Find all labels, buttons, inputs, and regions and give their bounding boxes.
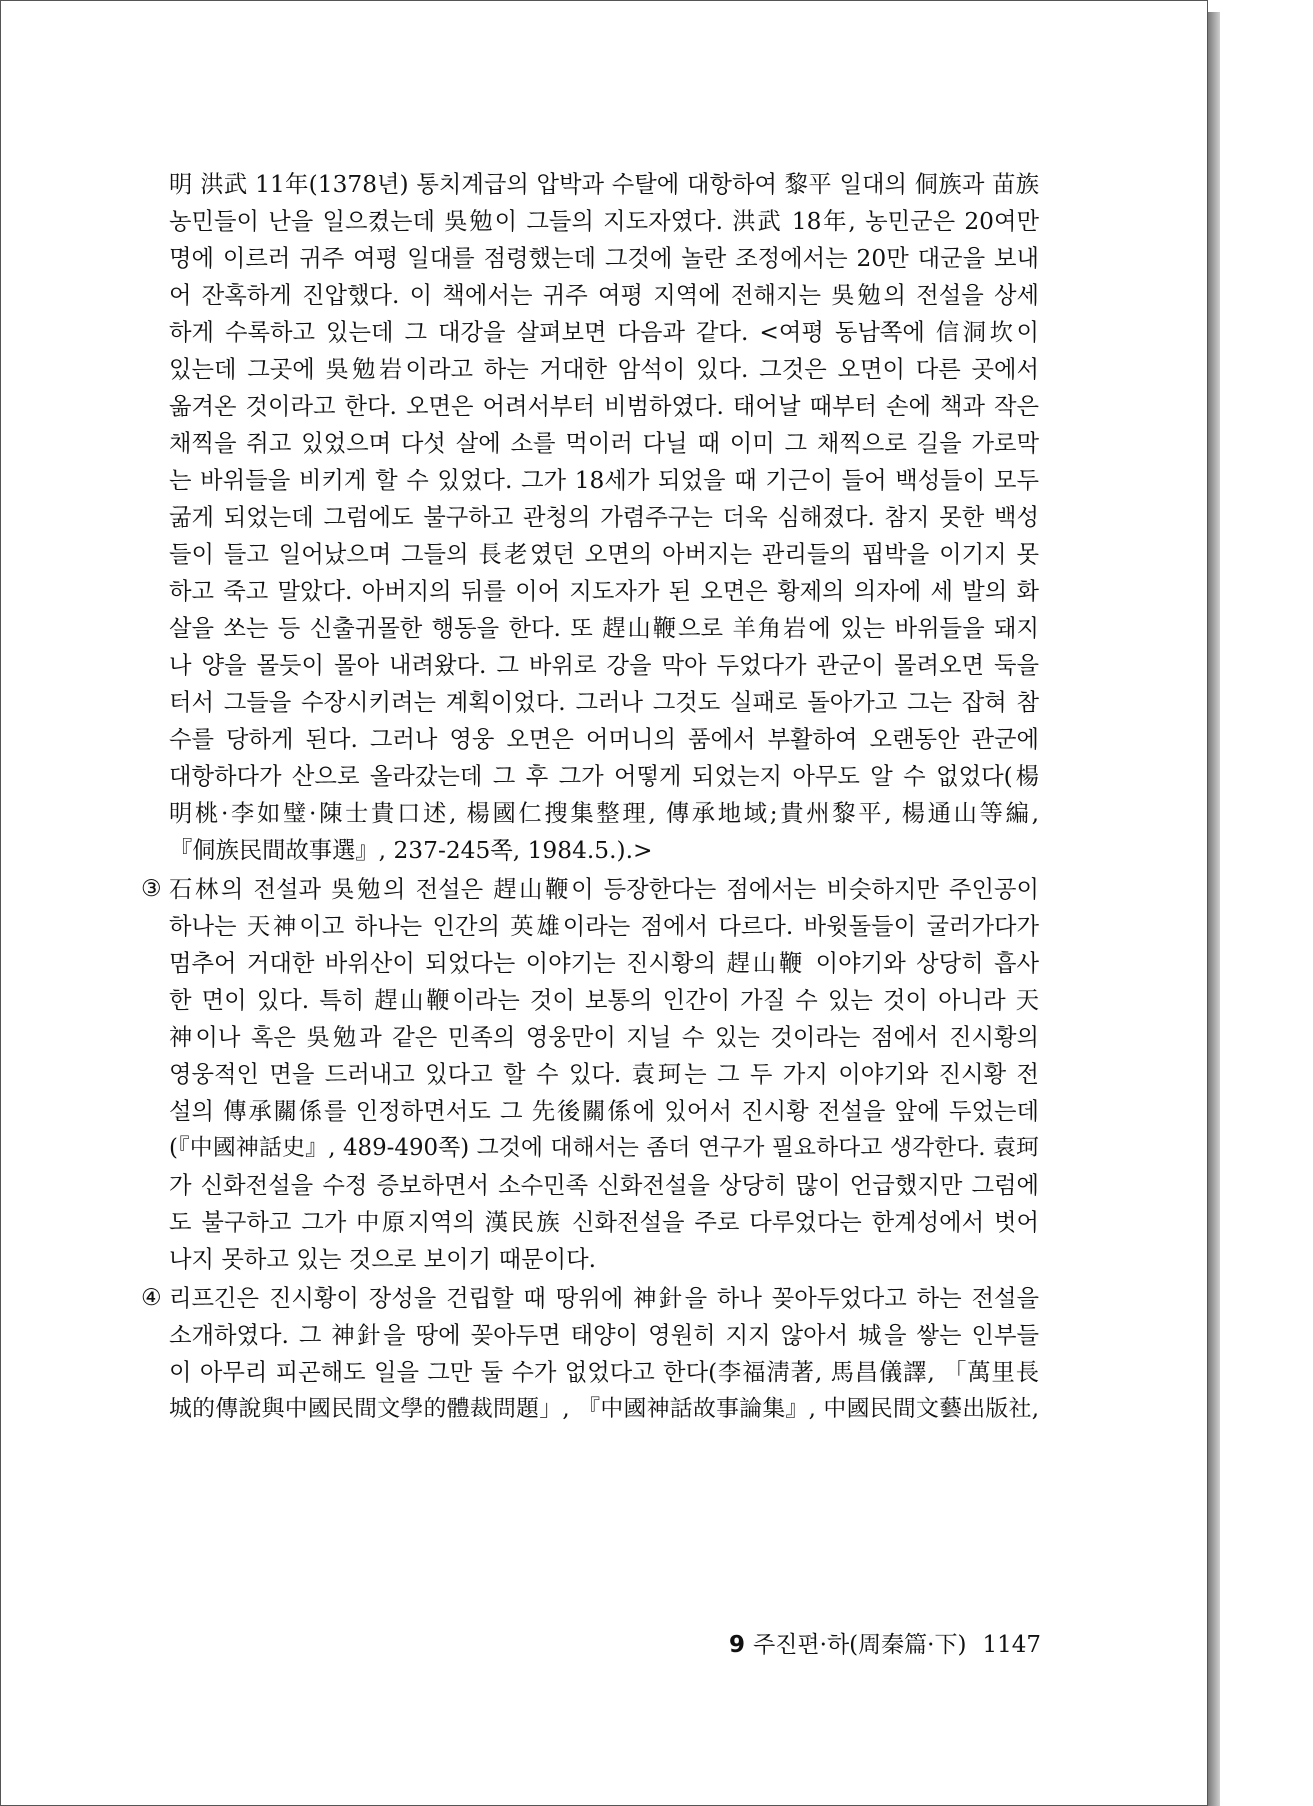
text-line: 터서 그들을 수장시키려는 계획이었다. 그러나 그것도 실패로 돌아가고 그는 잡혀 참 bbox=[169, 689, 1039, 716]
list-item-4 bbox=[141, 1280, 1039, 1428]
body-text bbox=[141, 166, 1039, 1428]
text-line: 『侗族民間故事選』, 237-245쪽, 1984.5.).> bbox=[169, 837, 653, 864]
text-line: 明桃·李如璧·陳士貴口述, 楊國仁搜集整理, 傳承地域;貴州黎平, 楊通山等編, bbox=[169, 800, 1039, 827]
running-title: 주진편·하(周秦篇·下) bbox=[753, 1632, 967, 1658]
text-line: 明 洪武 11年(1378년) 통치계급의 압박과 수탈에 대항하여 黎平 일대의 侗族과 苗族 bbox=[169, 171, 1039, 198]
text-line: 농민들이 난을 일으켰는데 吳勉이 그들의 지도자였다. 洪武 18年, 농민군은 20여만 bbox=[169, 208, 1039, 235]
text-line: 멈추어 거대한 바위산이 되었다는 이야기는 진시황의 趕山鞭 이야기와 상당히 흡사 bbox=[169, 950, 1039, 977]
item-marker: ④ bbox=[141, 1285, 162, 1311]
text-line: 나지 못하고 있는 것으로 보이기 때문이다. bbox=[169, 1246, 597, 1273]
text-line: 이 아무리 피곤해도 일을 그만 둘 수가 없었다고 한다(李福淸著, 馬昌儀譯, 「萬里長 bbox=[169, 1359, 1039, 1386]
text-line: (『中國神話史』, 489-490쪽) 그것에 대해서는 좀더 연구가 필요하다고 생각한다. 袁珂 bbox=[169, 1135, 1039, 1161]
text-line: 하게 수록하고 있는데 그 대강을 살펴보면 다음과 같다. <여평 동남쪽에 信洞坎이 bbox=[169, 319, 1039, 346]
text-line: 들이 들고 일어났으며 그들의 長老였던 오면의 아버지는 관리들의 핍박을 이기지 못 bbox=[169, 541, 1039, 568]
text-line: 수를 당하게 된다. 그러나 영웅 오면은 어머니의 품에서 부활하여 오랜동안 관군에 bbox=[169, 726, 1039, 753]
text-line: 살을 쏘는 등 신출귀몰한 행동을 한다. 또 趕山鞭으로 羊角岩에 있는 바위들을 돼지 bbox=[169, 615, 1039, 642]
text-line: 나 양을 몰듯이 몰아 내려왔다. 그 바위로 강을 막아 두었다가 관군이 몰려오면 둑을 bbox=[169, 652, 1039, 679]
text-line: 영웅적인 면을 드러내고 있다고 할 수 있다. 袁珂는 그 두 가지 이야기와 진시황 전 bbox=[169, 1061, 1039, 1088]
text-line: 대항하다가 산으로 올라갔는데 그 후 그가 어떻게 되었는지 아무도 알 수 없었다(楊 bbox=[169, 763, 1039, 790]
viewer-background bbox=[1220, 0, 1313, 1806]
text-line: 石林의 전설과 吳勉의 전설은 趕山鞭이 등장한다는 점에서는 비슷하지만 주인공이 bbox=[169, 876, 1039, 903]
text-line: 神이나 혹은 吳勉과 같은 민족의 영웅만이 지닐 수 있는 것이라는 점에서 진시황의 bbox=[169, 1024, 1039, 1051]
text-line: 하고 죽고 말았다. 아버지의 뒤를 이어 지도자가 된 오면은 황제의 의자에 세 발의 화 bbox=[169, 578, 1039, 605]
text-line: 어 잔혹하게 진압했다. 이 책에서는 귀주 여평 지역에 전해지는 吳勉의 전설을 상세 bbox=[169, 282, 1039, 309]
text-line: 옮겨온 것이라고 한다. 오면은 어려서부터 비범하였다. 태어날 때부터 손에 책과 작은 bbox=[169, 393, 1039, 420]
text-line: 하나는 天神이고 하나는 인간의 英雄이라는 점에서 다르다. 바윗돌들이 굴러가다가 bbox=[169, 913, 1039, 940]
text-line: 설의 傳承關係를 인정하면서도 그 先後關係에 있어서 진시황 전설을 앞에 두었는데 bbox=[169, 1098, 1039, 1125]
text-line: 는 바위들을 비키게 할 수 있었다. 그가 18세가 되었을 때 기근이 들어 백성들이 모두 bbox=[169, 467, 1039, 494]
text-line: 명에 이르러 귀주 여평 일대를 점령했는데 그것에 놀란 조정에서는 20만 대군을 보내 bbox=[169, 245, 1039, 272]
page-footer bbox=[671, 1625, 1041, 1665]
text-line: 城的傳說與中國民間文學的體裁問題」, 『中國神話故事論集』, 中國民間文藝出版社, bbox=[169, 1396, 1039, 1422]
text-line: 굶게 되었는데 그럼에도 불구하고 관청의 가렴주구는 더욱 심해졌다. 참지 못한 백성 bbox=[169, 504, 1039, 531]
text-line: 리프긴은 진시황이 장성을 건립할 때 땅위에 神針을 하나 꽂아두었다고 하는 전설을 bbox=[169, 1285, 1039, 1312]
text-line: 가 신화전설을 수정 증보하면서 소수민족 신화전설을 상당히 많이 언급했지만 그럼에 bbox=[169, 1172, 1039, 1199]
paragraph-intro bbox=[169, 166, 1039, 869]
text-line: 있는데 그곳에 吳勉岩이라고 하는 거대한 암석이 있다. 그것은 오면이 다른 곳에서 bbox=[169, 356, 1039, 383]
page-number: 1147 bbox=[982, 1632, 1041, 1658]
text-line: 채찍을 쥐고 있었으며 다섯 살에 소를 먹이러 다닐 때 이미 그 채찍으로 길을 가로막 bbox=[169, 430, 1039, 457]
page-shadow bbox=[1208, 12, 1220, 1806]
item-marker: ③ bbox=[141, 876, 162, 902]
chapter-number: 9 bbox=[728, 1632, 745, 1658]
text-line: 한 면이 있다. 특히 趕山鞭이라는 것이 보통의 인간이 가질 수 있는 것이 아니라 天 bbox=[169, 987, 1039, 1014]
text-line: 도 불구하고 그가 中原지역의 漢民族 신화전설을 주로 다루었다는 한계성에서 벗어 bbox=[169, 1209, 1039, 1236]
text-line: 소개하였다. 그 神針을 땅에 꽂아두면 태양이 영원히 지지 않아서 城을 쌓는 인부들 bbox=[169, 1322, 1039, 1349]
list-item-3 bbox=[141, 871, 1039, 1278]
